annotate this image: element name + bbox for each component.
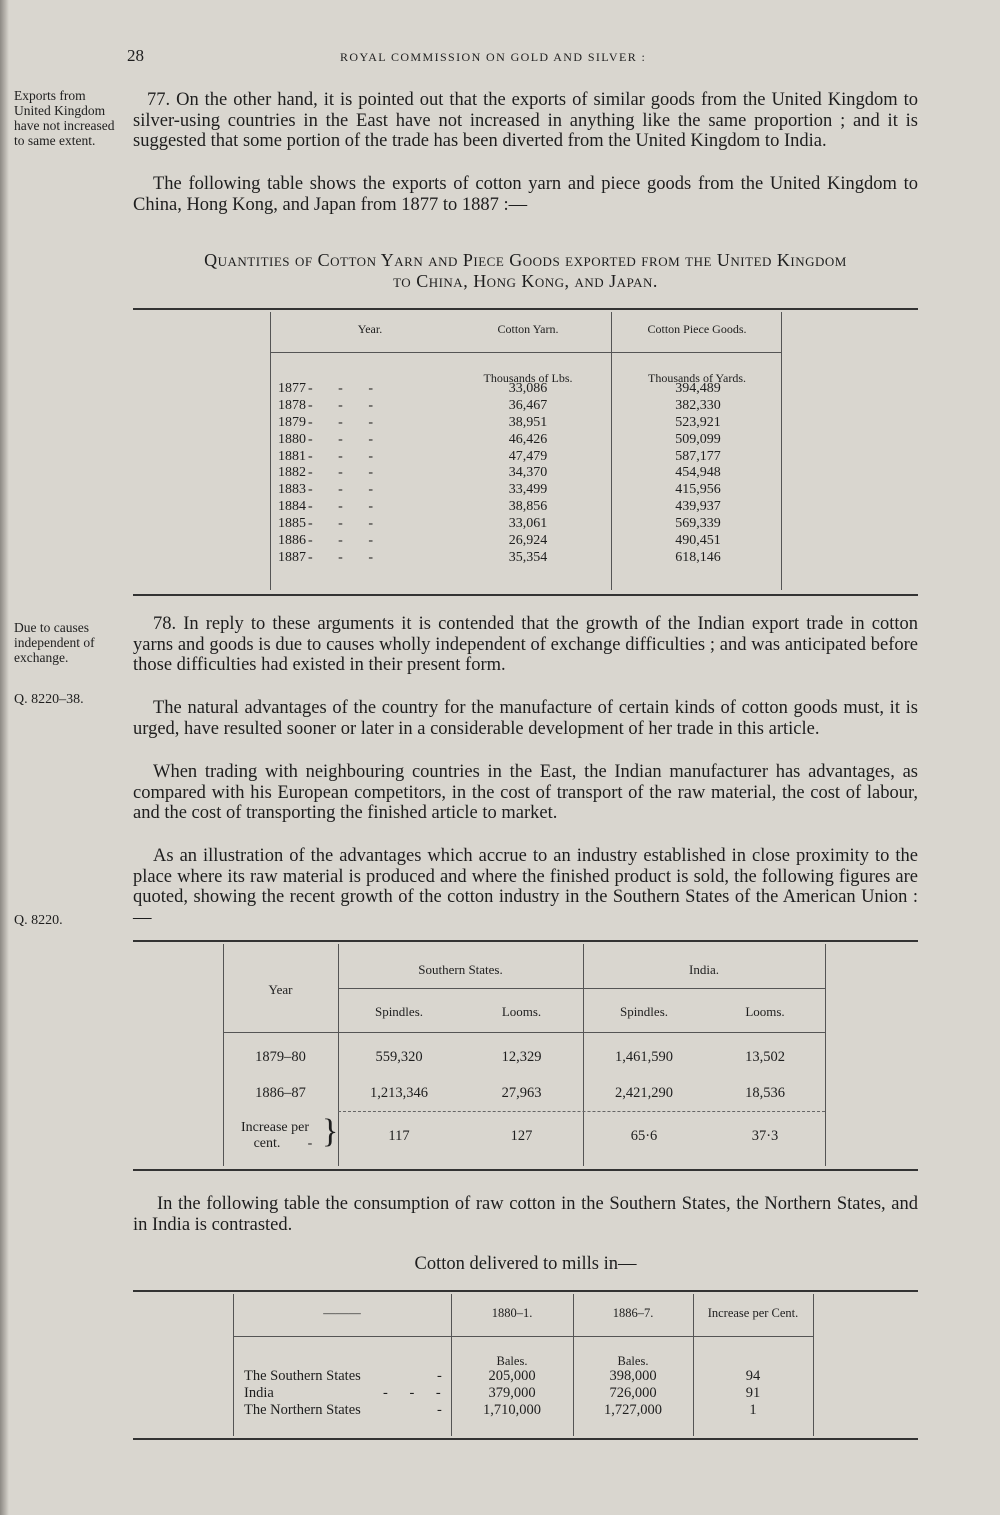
table3-rule-right xyxy=(813,1294,814,1436)
table1-top-rule xyxy=(133,308,918,310)
table2-header-southern: Southern States. xyxy=(418,962,503,977)
table3-top-rule xyxy=(133,1290,918,1292)
table1-year: 1878 xyxy=(278,397,306,413)
table3-value: 398,000 xyxy=(609,1368,657,1384)
table3-increase: 94 xyxy=(745,1368,761,1384)
table2-increase-value: 37·3 xyxy=(751,1128,779,1144)
table2-top-rule xyxy=(133,940,918,942)
table-row xyxy=(133,398,918,415)
table1-bottom-rule xyxy=(133,594,918,596)
table1-yarn: 33,061 xyxy=(508,516,548,532)
table1-leader: - - - xyxy=(308,499,384,515)
table2-header-year: Year xyxy=(268,982,293,997)
table3-leader: - xyxy=(437,1402,442,1418)
table3-row-label: The Northern States xyxy=(244,1402,361,1418)
table3-header-rule xyxy=(233,1336,813,1337)
table1-leader: - - - xyxy=(308,414,384,430)
table2-value: 559,320 xyxy=(375,1049,423,1065)
table2-value: 1,213,346 xyxy=(370,1085,428,1101)
table1-year: 1887 xyxy=(278,549,306,565)
table3-value: 726,000 xyxy=(609,1385,657,1401)
table1-year: 1884 xyxy=(278,499,306,515)
table-row xyxy=(133,533,918,550)
table2-subheader-spindles: Spindles. xyxy=(619,1004,669,1019)
table2-value: 1,461,590 xyxy=(615,1049,673,1065)
table2-increase-value: 127 xyxy=(510,1128,533,1144)
table1-leader: - - - xyxy=(308,533,384,549)
table3-increase: 1 xyxy=(749,1402,757,1418)
table2-value: 27,963 xyxy=(501,1085,542,1101)
table3-value: 1,710,000 xyxy=(483,1402,541,1418)
table1-yarn: 38,951 xyxy=(508,414,548,430)
table1-piece: 439,937 xyxy=(675,499,721,515)
table1-piece: 490,451 xyxy=(675,533,721,549)
table2-increase-value: 65·6 xyxy=(630,1128,658,1144)
table1-piece: 454,948 xyxy=(675,465,721,481)
table1-leader: - - - xyxy=(308,482,384,498)
table1-caption-line1: Quantities of Cotton Yarn and Piece Goods exported from the United Kingdom xyxy=(204,250,847,270)
table1-header-yarn: Cotton Yarn. xyxy=(497,322,559,336)
margin-note-question: Q. 8220. xyxy=(14,913,63,928)
table1-header-piece: Cotton Piece Goods. xyxy=(647,322,747,336)
table2-row-label: 1886–87 xyxy=(255,1085,306,1101)
table1-leader: - - - xyxy=(308,381,384,396)
margin-note-exports: Exports from United Kingdom have not increased to same extent. xyxy=(14,88,115,148)
table1-caption-line2: to China, Hong Kong, and Japan. xyxy=(393,271,658,291)
table2-increase-rule xyxy=(338,1111,825,1112)
margin-note-causes: Due to causes independent of exchange. xyxy=(14,620,95,665)
table3-unit: Bales. xyxy=(496,1354,528,1368)
table2-bottom-rule xyxy=(133,1169,918,1171)
table3-bottom-rule xyxy=(133,1438,918,1440)
table2-increase-label: Increase per xyxy=(240,1120,309,1135)
table1-yarn: 35,354 xyxy=(508,549,548,565)
table3-caption: Cotton delivered to mills in— xyxy=(414,1254,637,1274)
table1-piece: 618,146 xyxy=(675,549,721,565)
table-row xyxy=(133,432,918,449)
table3-row-label: The Southern States xyxy=(244,1368,361,1384)
table3-unit: Bales. xyxy=(617,1354,649,1368)
table1-header-year: Year. xyxy=(357,322,383,336)
table2-value: 12,329 xyxy=(501,1049,542,1065)
table1-year: 1885 xyxy=(278,516,306,532)
table1-unit-piece: Thousands of Yards. xyxy=(647,371,746,385)
table2-group-rule xyxy=(338,988,825,989)
paragraph-consumption: In the following table the consumption of raw cotton in the Southern States, the Northern States, and in India is contrasted. xyxy=(133,1194,918,1235)
table1-year: 1881 xyxy=(278,448,306,464)
table3-value: 205,000 xyxy=(488,1368,536,1384)
table1-yarn: 36,467 xyxy=(508,397,548,413)
running-title: ROYAL COMMISSION ON GOLD AND SILVER : xyxy=(340,50,647,64)
table3-leader: - - - xyxy=(383,1385,450,1401)
table1-year: 1883 xyxy=(278,482,306,498)
table3-header-1886: 1886–7. xyxy=(612,1306,654,1320)
table2-value: 2,421,290 xyxy=(615,1085,673,1101)
table-row xyxy=(133,465,918,482)
table1-leader: - - - xyxy=(308,549,384,565)
table3-header-1880: 1880–1. xyxy=(491,1306,533,1320)
table-row xyxy=(133,499,918,516)
paragraph-78-illustration: As an illustration of the advantages which accrue to an industry established in close proximity to the place where its raw material is produced and where the finished product is sold, the following figures are quoted, showing the recent growth of the cotton industry in the Southern States of the American Union :— xyxy=(133,846,918,928)
table-row xyxy=(133,381,918,398)
table1-yarn: 46,426 xyxy=(508,431,548,447)
table1-header-rule xyxy=(270,352,781,353)
table1-yarn: 47,479 xyxy=(508,448,548,464)
table1-leader: - - - xyxy=(308,516,384,532)
table2-increase-value: 117 xyxy=(388,1128,410,1144)
paragraph-78-natural-advantages: The natural advantages of the country for the manufacture of certain kinds of cotton goods must, it is urged, have resulted sooner or later in a considerable development of her trade in this article. xyxy=(133,698,918,739)
table1-unit-yarn: Thousands of Lbs. xyxy=(483,371,573,385)
table3-row-label: India xyxy=(244,1385,274,1401)
exports-table xyxy=(133,308,918,598)
table2-header-india: India. xyxy=(689,962,719,977)
table1-piece: 523,921 xyxy=(675,414,721,430)
table1-leader: - - - xyxy=(308,465,384,481)
table2-subheader-looms: Looms. xyxy=(745,1004,785,1019)
table3-header-increase: Increase per Cent. xyxy=(707,1306,799,1320)
table2-subheader-spindles: Spindles. xyxy=(374,1004,424,1019)
table1-year: 1882 xyxy=(278,465,306,481)
page-number: 28 xyxy=(127,46,144,65)
table3-increase: 91 xyxy=(745,1385,761,1401)
table3-header-blank: ——— xyxy=(323,1306,361,1320)
table1-yarn: 34,370 xyxy=(508,465,548,481)
table3-value: 1,727,000 xyxy=(604,1402,662,1418)
table2-brace: } xyxy=(322,1113,339,1150)
table1-piece: 382,330 xyxy=(675,397,721,413)
table-row xyxy=(133,482,918,499)
table2-increase-dash: - xyxy=(307,1136,313,1151)
table2-row-label: 1879–80 xyxy=(255,1049,306,1065)
table2-header-rule xyxy=(223,1032,825,1033)
table1-body xyxy=(133,381,918,567)
margin-note-question-range: Q. 8220–38. xyxy=(14,692,84,707)
paragraph-78-trading: When trading with neighbouring countries in the East, the Indian manufacturer has advantages, as compared with his European competitors, in the cost of transport of the raw material, the cost of labour, and the cost of transporting the finished article to market. xyxy=(133,762,918,823)
table1-yarn: 38,856 xyxy=(508,499,548,515)
table2-value: 13,502 xyxy=(745,1049,785,1065)
table1-leader: - - - xyxy=(308,397,384,413)
table-row xyxy=(133,516,918,533)
table1-piece: 394,489 xyxy=(675,381,721,396)
table1-yarn: 33,499 xyxy=(508,482,548,498)
paragraph-78: 78. In reply to these arguments it is contended that the growth of the Indian export trade in cotton yarns and goods is due to causes wholly independent of exchange difficulties ; and was anticipated before those difficulties had existed in their present form. xyxy=(133,614,918,675)
table1-leader: - - - xyxy=(308,448,384,464)
table3-leader: - xyxy=(437,1368,442,1384)
table1-year: 1886 xyxy=(278,533,306,549)
table1-year: 1880 xyxy=(278,431,306,447)
cotton-mills-table xyxy=(133,1290,918,1442)
table3-value: 379,000 xyxy=(488,1385,536,1401)
table-row xyxy=(133,550,918,567)
table2-rule-right xyxy=(825,944,826,1166)
table1-yarn: 26,924 xyxy=(508,533,548,549)
page-header xyxy=(0,46,1000,70)
table2-increase-label-unit: cent. xyxy=(253,1136,281,1151)
page-binding-edge xyxy=(0,0,9,1515)
table1-leader: - - - xyxy=(308,431,384,447)
paragraph-77: 77. On the other hand, it is pointed out that the exports of similar goods from the United Kingdom to silver-using countries in the East have not increased in anything like the same proportion ; and it is suggested that some portion of the trade has been diverted from the United Kingdom to India. xyxy=(133,90,918,151)
table-row xyxy=(133,415,918,432)
spindles-looms-table xyxy=(133,940,918,1172)
table1-piece: 415,956 xyxy=(675,482,721,498)
paragraph-77-table-intro: The following table shows the exports of cotton yarn and piece goods from the United Kingdom to China, Hong Kong, and Japan from 1877 to 1887 :— xyxy=(133,174,918,215)
table1-piece: 569,339 xyxy=(675,516,721,532)
table1-year: 1879 xyxy=(278,414,306,430)
table1-year: 1877 xyxy=(278,381,306,396)
table1-piece: 587,177 xyxy=(675,448,721,464)
table1-piece: 509,099 xyxy=(675,431,721,447)
table1-yarn: 33,086 xyxy=(508,381,548,396)
table2-value: 18,536 xyxy=(745,1085,785,1101)
table2-subheader-looms: Looms. xyxy=(501,1004,542,1019)
table-row xyxy=(133,449,918,466)
